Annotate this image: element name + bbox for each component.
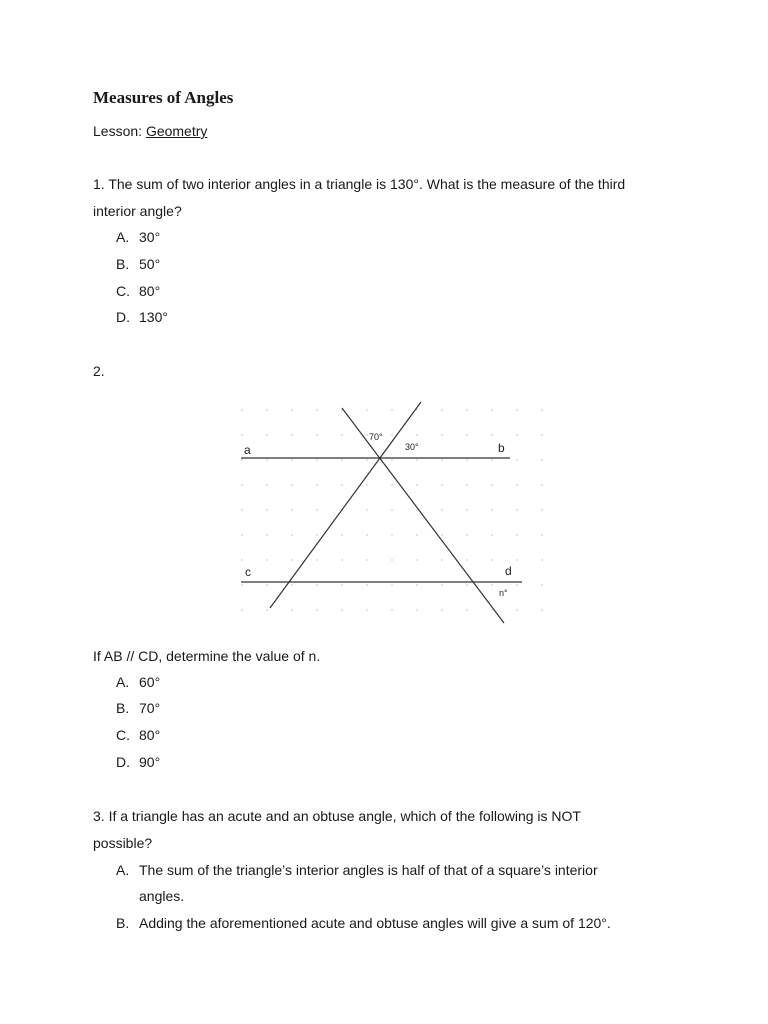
grid-dot [466, 509, 468, 511]
dot-grid [241, 409, 543, 611]
option-letter: C. [116, 283, 130, 299]
label-line-c: c [245, 565, 251, 579]
grid-dot [541, 434, 543, 436]
grid-dot [441, 484, 443, 486]
grid-dot [241, 584, 243, 586]
transversal-left [270, 402, 421, 608]
grid-dot [541, 409, 543, 411]
label-angle-30: 30° [405, 442, 419, 452]
option-text: Adding the aforementioned acute and obtuse angles will give a sum of 120°. [139, 915, 611, 931]
label-line-d: d [505, 564, 512, 578]
grid-dot [316, 609, 318, 611]
grid-dot [416, 559, 418, 561]
q2-option-b [116, 700, 160, 716]
grid-dot [466, 609, 468, 611]
grid-dot [541, 584, 543, 586]
grid-dot [466, 534, 468, 536]
option-text: 70° [139, 700, 161, 716]
grid-dot [491, 509, 493, 511]
grid-dot [341, 534, 343, 536]
option-text: 50° [139, 256, 161, 272]
grid-dot [516, 534, 518, 536]
option-text: 90° [139, 754, 161, 770]
grid-dot [491, 534, 493, 536]
grid-dot [541, 534, 543, 536]
option-letter: A. [116, 862, 130, 878]
grid-dot [366, 409, 368, 411]
grid-dot [441, 409, 443, 411]
grid-dot [391, 484, 393, 486]
grid-dot [416, 459, 418, 461]
grid-dot [491, 609, 493, 611]
grid-dot [291, 584, 293, 586]
grid-dot [466, 459, 468, 461]
grid-dot [366, 509, 368, 511]
grid-dot [416, 609, 418, 611]
grid-dot [291, 459, 293, 461]
grid-dot [241, 534, 243, 536]
q2-question: If AB // CD, determine the value of n. [93, 648, 321, 664]
grid-dot [266, 584, 268, 586]
grid-dot [291, 434, 293, 436]
grid-dot [466, 484, 468, 486]
grid-dot [391, 609, 393, 611]
grid-dot [241, 509, 243, 511]
grid-dot [341, 584, 343, 586]
grid-dot [416, 434, 418, 436]
grid-dot [516, 409, 518, 411]
grid-dot [291, 409, 293, 411]
grid-dot [266, 459, 268, 461]
grid-dot [441, 534, 443, 536]
grid-dot [541, 559, 543, 561]
grid-dot [366, 484, 368, 486]
grid-dot [391, 584, 393, 586]
grid-dot [491, 434, 493, 436]
label-angle-n: n° [499, 588, 508, 598]
grid-dot [491, 484, 493, 486]
grid-dot [391, 534, 393, 536]
grid-dot [441, 459, 443, 461]
option-letter: B. [116, 915, 130, 931]
option-letter: B. [116, 256, 130, 272]
grid-dot [541, 484, 543, 486]
document-title: Measures of Angles [93, 88, 234, 107]
grid-dot [291, 534, 293, 536]
grid-dot [416, 584, 418, 586]
option-letter: B. [116, 700, 130, 716]
grid-dot [341, 434, 343, 436]
q2-option-d [116, 754, 160, 770]
q1-text-line1: 1. The sum of two interior angles in a triangle is 130°. What is the measure of the third [93, 176, 626, 192]
grid-dot [466, 434, 468, 436]
grid-dot [316, 434, 318, 436]
q3-text-line2: possible? [93, 835, 153, 851]
q1-text-line2: interior angle? [93, 203, 182, 219]
transversal-right [342, 408, 504, 623]
grid-dot [316, 559, 318, 561]
grid-dot [316, 584, 318, 586]
grid-dot [491, 459, 493, 461]
option-letter: D. [116, 754, 130, 770]
grid-dot [516, 484, 518, 486]
grid-dot [516, 584, 518, 586]
q3-option-a [116, 862, 598, 878]
q2-number: 2. [93, 363, 105, 379]
grid-dot [341, 559, 343, 561]
grid-dot [241, 434, 243, 436]
option-text: 80° [139, 727, 161, 743]
q1-option-a [116, 229, 160, 245]
q3-text-line1: 3. If a triangle has an acute and an obtuse angle, which of the following is NOT [93, 808, 581, 824]
grid-dot [241, 609, 243, 611]
grid-dot [541, 609, 543, 611]
grid-dot [466, 559, 468, 561]
lesson-label: Lesson: [93, 123, 146, 139]
grid-dot [416, 534, 418, 536]
q3-option-b [116, 915, 611, 931]
grid-dot [466, 409, 468, 411]
lesson-line [93, 123, 207, 139]
grid-dot [366, 534, 368, 536]
option-text: 30° [139, 229, 161, 245]
grid-dot [366, 434, 368, 436]
grid-dot [441, 509, 443, 511]
grid-dot [341, 484, 343, 486]
grid-dot [316, 409, 318, 411]
grid-dot [441, 559, 443, 561]
grid-dot [441, 609, 443, 611]
grid-dot [516, 434, 518, 436]
grid-dot [516, 509, 518, 511]
grid-dot [366, 559, 368, 561]
option-letter: C. [116, 727, 130, 743]
grid-dot [316, 509, 318, 511]
option-letter: A. [116, 229, 130, 245]
grid-dot [391, 559, 393, 561]
grid-dot [341, 609, 343, 611]
grid-dot [366, 584, 368, 586]
grid-dot [266, 509, 268, 511]
option-text: The sum of the triangle’s interior angles is half of that of a square’s interior [139, 862, 598, 878]
lesson-link[interactable]: Geometry [145, 123, 208, 139]
grid-dot [266, 559, 268, 561]
q2-option-a [116, 674, 160, 690]
grid-dot [366, 459, 368, 461]
grid-dot [491, 584, 493, 586]
grid-dot [266, 609, 268, 611]
grid-dot [391, 459, 393, 461]
q3-option-a-continued: angles. [139, 888, 185, 904]
grid-dot [541, 459, 543, 461]
grid-dot [466, 584, 468, 586]
grid-dot [266, 434, 268, 436]
grid-dot [541, 509, 543, 511]
grid-dot [241, 459, 243, 461]
grid-dot [516, 559, 518, 561]
option-letter: D. [116, 309, 130, 325]
grid-dot [416, 409, 418, 411]
grid-dot [316, 459, 318, 461]
grid-dot [516, 609, 518, 611]
grid-dot [366, 609, 368, 611]
q2-option-c [116, 727, 160, 743]
q1-option-b [116, 256, 160, 272]
option-text: 60° [139, 674, 161, 690]
grid-dot [441, 434, 443, 436]
q1-option-c [116, 283, 160, 299]
grid-dot [316, 484, 318, 486]
grid-dot [291, 484, 293, 486]
option-text: 130° [139, 309, 168, 325]
grid-dot [491, 409, 493, 411]
label-line-b: b [498, 441, 505, 455]
grid-dot [241, 409, 243, 411]
label-line-a: a [244, 443, 251, 457]
grid-dot [291, 559, 293, 561]
grid-dot [491, 559, 493, 561]
option-text: 80° [139, 283, 161, 299]
parallel-lines-diagram [232, 396, 552, 632]
grid-dot [341, 459, 343, 461]
grid-dot [266, 484, 268, 486]
grid-dot [266, 409, 268, 411]
grid-dot [416, 484, 418, 486]
label-angle-70: 70° [369, 432, 383, 442]
grid-dot [516, 459, 518, 461]
grid-dot [391, 509, 393, 511]
grid-dot [241, 484, 243, 486]
option-letter: A. [116, 674, 130, 690]
grid-dot [391, 409, 393, 411]
grid-dot [291, 609, 293, 611]
grid-dot [241, 559, 243, 561]
grid-dot [441, 584, 443, 586]
grid-dot [316, 534, 318, 536]
grid-dot [391, 434, 393, 436]
grid-dot [266, 534, 268, 536]
q1-option-d [116, 309, 168, 325]
grid-dot [291, 509, 293, 511]
